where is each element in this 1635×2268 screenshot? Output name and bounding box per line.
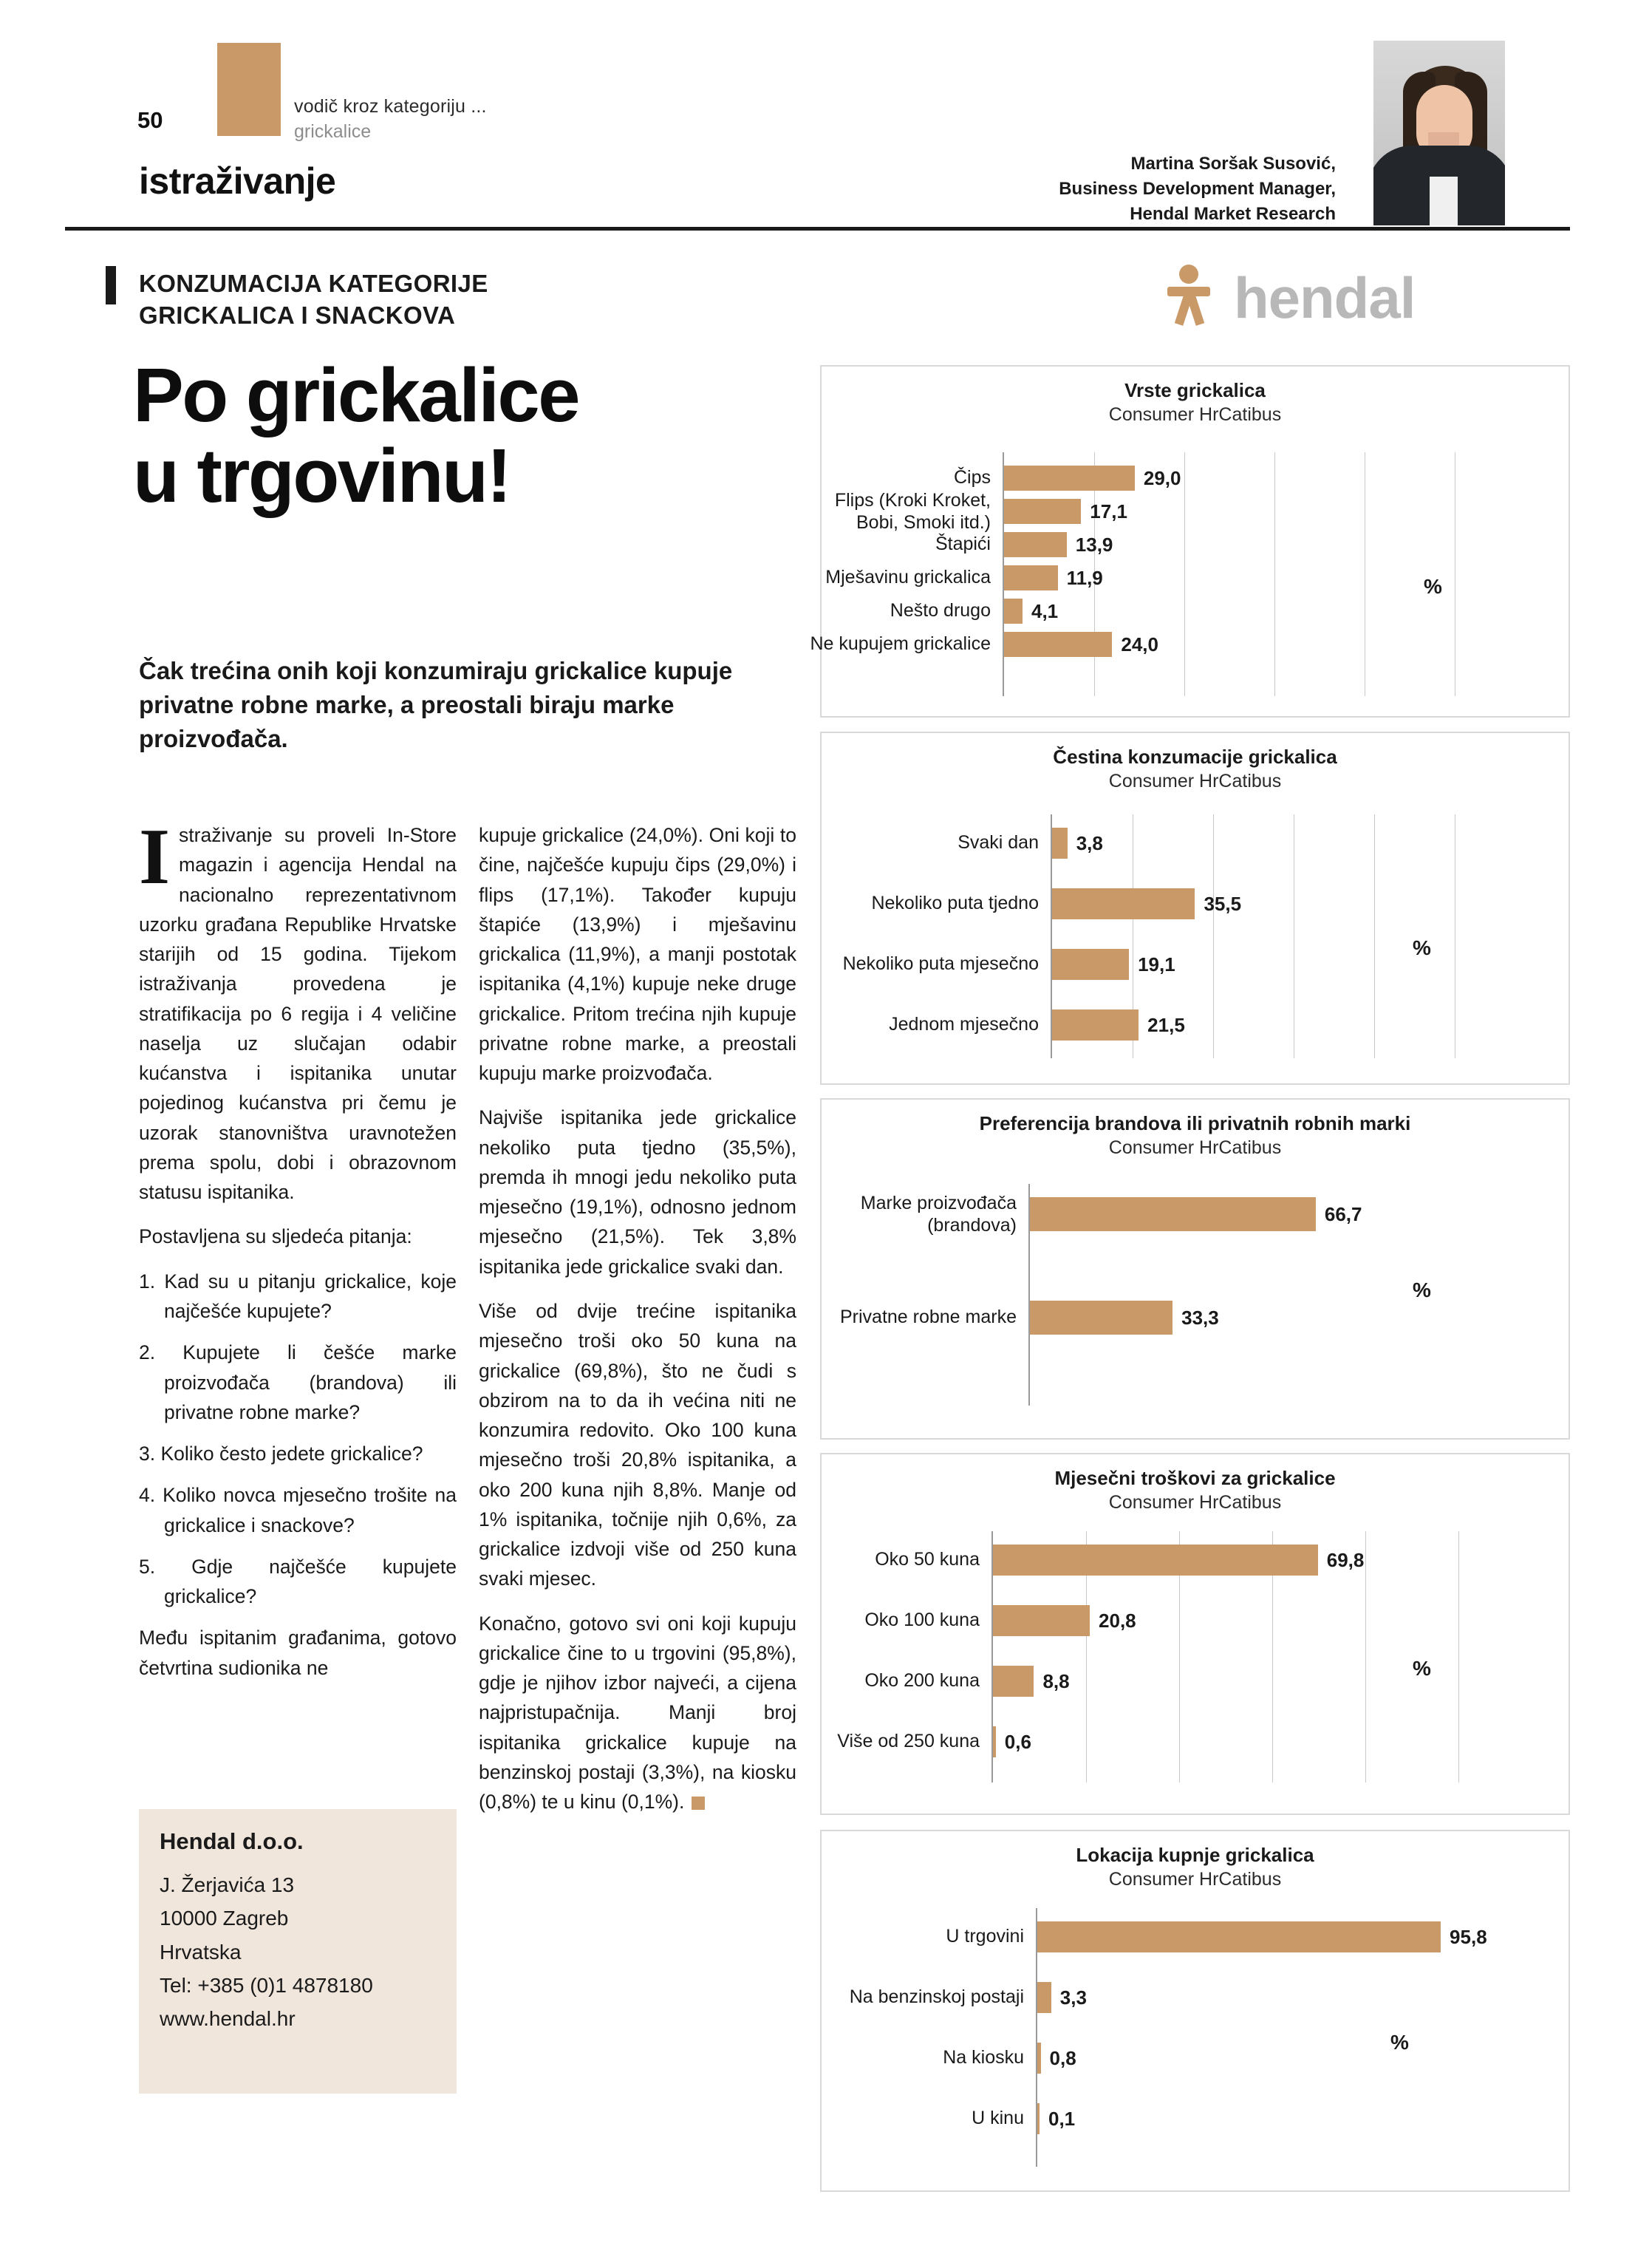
chart-bar [1037,1982,1051,2013]
chart-category-label: Oko 50 kuna [875,1549,980,1570]
headline-line-2: u trgovinu! [133,433,511,519]
body-paragraph-intro-text: straživanje su proveli In-Store magazin i agencija Hendal na nacionalno reprezentativnom uzorku građana Republike Hrvatske starijih od 15 godina. Tijekom istraživanja provedena je stratifikacija po 6 regija i 4 veličine naselja uz slučajan odabir kućanstva i ispitanika unutar pojedinog kućanstva pri čemu je uzorak stanovništva uravnotežen prema spolu, dobi i obrazovnom statusu ispitanika. [139,824,457,1204]
contact-zip-city: 10000 Zagreb [160,1907,289,1930]
chart-category-label: Mješavinu grickalica [825,567,991,588]
chart-category-label: Svaki dan [958,832,1039,853]
chart-title-1: Čestina konzumacije grickalica [1053,746,1337,768]
logo-figure-head-icon [1179,265,1198,284]
chart-bar [1052,949,1129,980]
chart-unit-label-4: % [1390,2031,1409,2054]
chart-value-label: 17,1 [1090,500,1127,522]
chart-value-label: 0,1 [1048,2108,1076,2130]
chart-plot-3 [822,1454,1569,1814]
chart-panel-vrste-grickalica [810,365,1570,718]
hendal-logo [1147,260,1457,331]
chart-bar [1037,1921,1441,1952]
chart-panel-cestina-konzumacije [820,732,1570,1085]
chart-category-label: Na kiosku [943,2047,1024,2068]
logo-wordmark: hendal [1234,265,1416,330]
question-item-3: 3. Koliko često jedete grickalice? [139,1443,423,1465]
chart-value-label: 4,1 [1031,600,1059,622]
article-kicker [139,268,488,332]
article-standfirst: Čak trećina onih koji konzumiraju grickalice kupuje privatne robne marke, a preostali biraju marke proizvođača. [139,657,733,753]
question-item-2: 2. Kupujete li češće marke proizvođača (brandova) ili privatne robne marke? [139,1341,457,1423]
chart-value-label: 19,1 [1138,953,1175,975]
chart-category-label: Više od 250 kuna [837,1731,980,1751]
chart-bar [993,1545,1318,1576]
chart-unit-label-3: % [1413,1657,1431,1680]
chart-unit-label-1: % [1413,936,1431,959]
body-paragraph-location-text: Konačno, gotovo svi oni koji kupuju grickalice čine to u trgovini (95,8%), gdje je njihov izbor najveći, a cijena najpristupačnija. Manji broj ispitanika grickalice kupuje na benzinskoj postaji (3,3%), na kiosku (0,8%) te u kinu (0,1%). [479,1612,796,1814]
chart-gridline [1274,452,1275,696]
chart-category-label: U trgovini [946,1926,1024,1947]
chart-category-label: Jednom mjesečno [889,1014,1039,1035]
chart-bar [1004,632,1112,657]
chart-value-label: 66,7 [1324,1203,1362,1225]
chart-gridline [1374,814,1375,1058]
body-column-1 [139,813,457,1697]
chart-bar [993,1605,1090,1636]
chart-unit-label-2: % [1413,1278,1431,1301]
body-paragraph-spending: Više od dvije trećine ispitanika mjesečno troši oko 50 kuna na grickalice (69,8%), što ne čudi s obzirom na to da ih većina niti ne konzumira redovito. Oko 100 kuna mjesečno troši 20,8% ispitanika, a oko 200 kuna njih 8,8%. Manje od 1% ispitanika, točnije njih 0,6%, za grickalice izdvoji više od 250 kuna svaki mjesec. [479,1299,796,1590]
chart-category-label: Nešto drugo [890,600,991,621]
chart-value-label: 69,8 [1326,1549,1365,1571]
chart-subtitle-1: Consumer HrCatibus [1108,770,1282,791]
chart-plot-2 [822,1100,1569,1438]
header-divider [65,227,1570,231]
chart-subtitle-0: Consumer HrCatibus [1108,403,1282,425]
author-company: Hendal Market Research [1130,204,1336,225]
chart-gridline [1365,1531,1366,1782]
chart-category-label: Štapići [935,534,991,554]
chart-value-label: 29,0 [1143,467,1181,489]
chart-bar [993,1666,1034,1697]
chart-category-label: Oko 100 kuna [864,1610,980,1630]
chart-category-label: Oko 200 kuna [864,1670,980,1691]
chart-plot-1 [822,733,1569,1083]
chart-value-label: 24,0 [1121,633,1158,655]
chart-bar [1004,466,1135,491]
chart-panel-lokacija-kupnje [820,1830,1570,2192]
chart-bar [1004,565,1058,590]
chart-bar [1004,532,1067,557]
chart-title-0: Vrste grickalica [1124,379,1266,401]
chart-value-label: 8,8 [1042,1670,1070,1692]
headline-line-1: Po grickalice [133,353,579,437]
kicker-line-2: GRICKALICA I SNACKOVA [139,301,456,329]
chart-bar [1030,1301,1173,1335]
author-name: Martina Soršak Susović, [1130,154,1336,174]
body-paragraph-types: kupuje grickalice (24,0%). Oni koji to čine, najčešće kupuju čips (29,0%) i flips (17,1%). Također kupuju štapiće (13,9%) i mješavinu grickalica (11,9%), a manji postotak ispitanika (4,1%) kupuje neke druge grickalice. Pritom trećina njih kupuje privatne robne marke, a preostali kupuju marke proizvođača. [479,824,796,1085]
chart-bar [1004,499,1081,524]
chart-value-label: 21,5 [1147,1014,1185,1036]
chart-category-label: Nekoliko puta mjesečno [842,953,1039,974]
chart-category-label: Privatne robne marke [839,1307,1017,1327]
logo-figure-leg-right-icon [1187,293,1204,326]
body-paragraph-col1-tail: Među ispitanim građanima, gotovo četvrtina sudionika ne [139,1627,457,1679]
contact-phone: Tel: +385 (0)1 4878180 [160,1974,373,1998]
chart-value-label: 13,9 [1075,534,1113,556]
chart-gridline [1458,1531,1459,1782]
chart-value-label: 0,8 [1049,2047,1076,2069]
chart-value-label: 3,8 [1076,832,1103,854]
kicker-tick [106,266,116,304]
chart-bar [1037,2043,1041,2074]
header-accent-block [217,43,281,136]
page-number: 50 [137,107,163,133]
chart-panel-preferencija-brandova [820,1098,1570,1440]
question-item-1: 1. Kad su u pitanju grickalice, koje najčešće kupujete? [139,1270,457,1322]
chart-category-label: U kinu [972,2108,1024,2128]
chart-category-label: Marke proizvođača (brandova) [860,1193,1017,1236]
chart-gridline [1213,814,1214,1058]
chart-value-label: 11,9 [1066,567,1103,589]
chart-category-label: Flips (Kroki Kroket, Bobi, Smoki itd.) [834,490,991,533]
page-title [133,353,798,519]
chart-value-label: 20,8 [1099,1610,1136,1632]
chart-value-label: 95,8 [1450,1926,1487,1948]
body-column-2 [479,820,796,1832]
drop-cap: I [139,813,171,901]
kicker-line-1: KONZUMACIJA KATEGORIJE [139,270,488,297]
chart-bar [1052,1009,1139,1041]
body-paragraph-questions-lead: Postavljena su sljedeća pitanja: [139,1225,412,1248]
chart-bar [1030,1197,1316,1231]
chart-unit-label-0: % [1424,575,1442,598]
chart-category-label: Na benzinskoj postaji [849,1986,1024,2007]
author-credit [1059,151,1336,227]
end-mark-icon [692,1797,705,1810]
chart-subtitle-3: Consumer HrCatibus [1108,1491,1282,1513]
category-guide-line2: grickalice [294,121,372,142]
chart-subtitle-4: Consumer HrCatibus [1108,1868,1282,1890]
question-item-4: 4. Koliko novca mjesečno trošite na grickalice i snackove? [139,1484,457,1536]
chart-value-label: 3,3 [1059,1986,1087,2009]
contact-box [139,1809,457,2094]
question-item-5: 5. Gdje najčešće kupujete grickalice? [139,1555,457,1608]
chart-value-label: 0,6 [1004,1731,1031,1753]
category-guide-line1: vodič kroz kategoriju ... [294,96,487,117]
author-role: Business Development Manager, [1059,179,1336,200]
chart-bar [1052,828,1068,859]
chart-subtitle-2: Consumer HrCatibus [1108,1137,1282,1158]
chart-bar [1004,599,1023,624]
chart-bar [1037,2103,1040,2134]
chart-value-label: 33,3 [1181,1307,1219,1329]
chart-category-label: Čips [953,467,991,488]
question-list [139,1267,457,1612]
chart-title-2: Preferencija brandova ili privatnih robnih marki [979,1112,1411,1134]
chart-panel-mjesecni-troskovi [820,1453,1570,1815]
chart-bar [1052,888,1195,919]
contact-company: Hendal d.o.o. [160,1828,304,1854]
contact-website[interactable]: www.hendal.hr [160,2007,296,2031]
chart-category-label: Ne kupujem grickalice [810,633,991,654]
chart-title-3: Mjesečni troškovi za grickalice [1054,1467,1336,1489]
chart-gridline [1184,452,1185,696]
author-photo [1373,41,1505,225]
chart-title-4: Lokacija kupnje grickalica [1076,1844,1314,1866]
chart-value-label: 35,5 [1204,893,1242,915]
contact-country: Hrvatska [160,1940,242,1964]
section-title: istraživanje [139,160,336,202]
body-paragraph-location [479,1609,796,1817]
body-paragraph-frequency: Najviše ispitanika jede grickalice nekoliko puta tjedno (35,5%), premda ih mnogi jedu nekoliko puta mjesečno (19,1%), odnosno jednom mjesečno (21,5%). Tek 3,8% ispitanika jede grickalice svaki dan. [479,1106,796,1278]
body-paragraph-intro [139,813,457,1207]
chart-bar [993,1726,996,1757]
contact-address: J. Žerjavića 13 [160,1873,295,1896]
chart-category-label: Nekoliko puta tjedno [871,893,1039,913]
chart-plot-0 [810,367,1569,716]
chart-plot-4 [822,1831,1569,2190]
